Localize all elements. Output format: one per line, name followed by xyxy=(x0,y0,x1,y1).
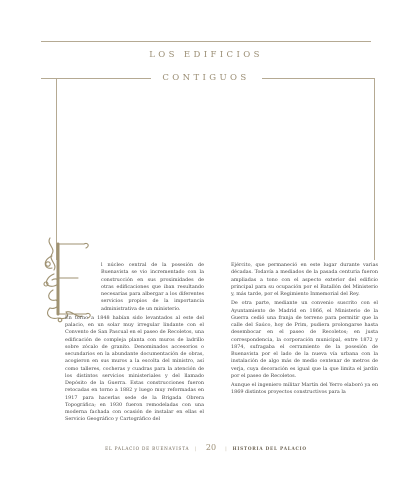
footer-book-title: EL PALACIO DE BUENAVISTA xyxy=(105,446,190,451)
footer-separator: | xyxy=(225,446,228,451)
paragraph: Aunque el ingeniero militar Martín del Yerro elaboró ya en 1869 distintos proyectos constructivos para la xyxy=(231,382,378,396)
text-column-left xyxy=(65,262,204,426)
text-column-right xyxy=(231,262,378,399)
header-rule-top xyxy=(41,41,371,42)
page-number: 20 xyxy=(205,443,217,452)
paragraph: Ejército, que permaneció en este lugar durante varias décadas. Todavía a mediados de la pasada centuria fueron ampliadas a tono con el aspecto exterior del edificio principal para su ocupación por el Batallón del Ministerio y, más tarde, por el Regimiento Inmemorial del Rey. xyxy=(231,262,378,297)
paragraph: De otra parte, mediante un convenio suscrito con el Ayuntamiento de Madrid en 1866, el Ministerio de la Guerra cedió una franja de terreno para permitir que la calle del Saúco, hoy de Prim, pudiera prolongarse hasta desembocar en el paseo de Recoletos; en justa correspondencia, la corporación municipal, entre 1872 y 1874, sufragaba el cerramiento de la posesión de Buenavista por el lado de la nueva vía urbana con la instalación de algo más de medio centenar de metros de verja, cuya decoración es igual que la que limita el jardín por el paseo de Recoletos. xyxy=(231,300,378,379)
intro-paragraph: l núcleo central de la posesión de Buenavista se vio incrementado con la construcción en sus proximidades de otras edificaciones que iban resultando necesarias para albergar a los diferentes servicios propios de la importancia administrativa de un ministerio. xyxy=(101,262,204,312)
footer-section-title: HISTORIA DEL PALACIO xyxy=(232,446,307,451)
frame-line-left xyxy=(56,78,57,260)
paragraph: En torno a 1848 habían sido levantados al este del palacio, en un solar muy irregular lindante con el Convento de San Pascual en el paseo de Recoletos, una edificación de compleja planta con muros de ladrillo sobre zócalo de granito. Denominados accesorios o secundarios en la abundante documentación de obras, acogieron en sus muros a la escolta del ministro, así como talleres, cocheras y cuadras para la atención de los distintos servicios ministeriales y del llamado Depósito de la Guerra. Estas construcciones fueron retocadas en torno a 1882 y luego muy reformadas en 1917 para hacerlas sede de la Brigada Obrera Topográfica; en 1930 fueron remodeladas con una moderna fachada con ocasión de instalar en ellas el Servicio Geográfico y Cartográfico del xyxy=(65,314,204,423)
page-footer xyxy=(0,443,412,452)
section-title-line1: LOS EDIFICIOS xyxy=(149,50,263,60)
footer-separator: | xyxy=(194,446,197,451)
frame-line-right xyxy=(374,78,375,260)
section-title-line2: CONTIGUOS xyxy=(162,73,250,83)
